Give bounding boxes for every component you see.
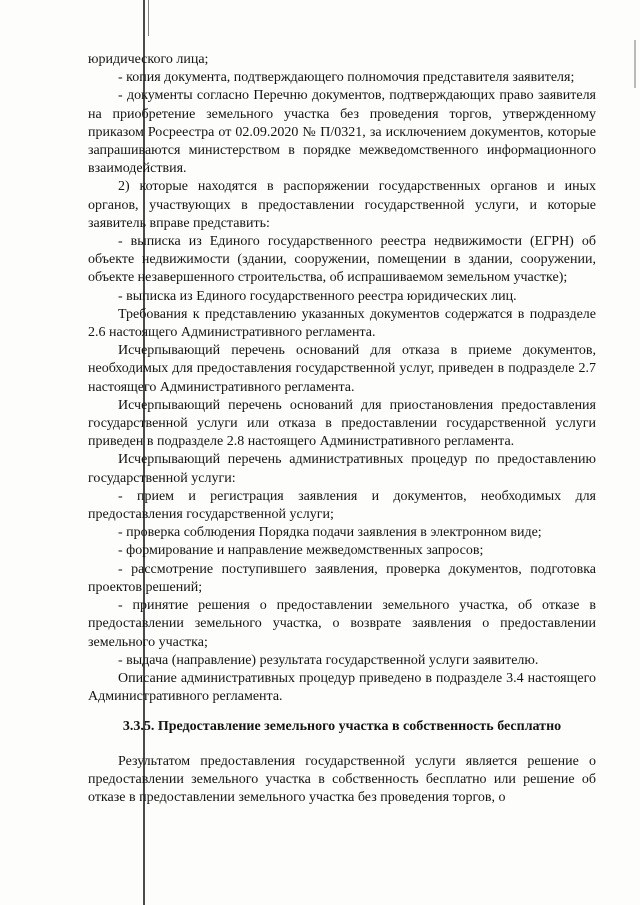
paragraph: Результатом предоставления государственной услуги является решение о предоставлении земельного участка в собственность бесплатно или решение об отказе в предоставлении земельного участка без проведения торгов, о xyxy=(88,753,596,805)
paragraph: Исчерпывающий перечень административных процедур по предоставлению государственной услуги: xyxy=(88,452,596,486)
paragraph: - документы согласно Перечню документов, подтверждающих право заявителя на приобретение земельного участка без проведения торгов, утвержденному приказом Росреестра от 02.09.2020 № П/0321, за исключением документов, которые запрашиваются министерством в порядке межведомственного информационного взаимодействия. xyxy=(88,88,596,177)
paragraph: - прием и регистрация заявления и документов, необходимых для предоставления государственной услуги; xyxy=(88,488,596,523)
paragraph: Требования к представлению указанных документов содержатся в подразделе 2.6 настоящего Административного регламента. xyxy=(88,306,596,341)
section-heading: 3.3.5. Предоставление земельного участка в собственность бесплатно xyxy=(122,719,562,735)
paragraph: - принятие решения о предоставлении земельного участка, об отказе в предоставлении земельного участка, о возврате заявления о предоставлении земельного участка; xyxy=(88,598,596,650)
paragraph: Исчерпывающий перечень оснований для приостановления предоставления государственной услуги или отказа в предоставлении государственной услуги приведен в подразделе 2.8 настоящего Административного регламента. xyxy=(88,397,596,450)
paragraph: 2) которые находятся в распоряжении государственных органов и иных органов, участвующих в предоставлении государственной услуги, и которые заявитель вправе представить: xyxy=(88,179,596,231)
paragraph: юридического лица; xyxy=(88,52,209,67)
paragraph: - формирование и направление межведомственных запросов; xyxy=(118,543,484,559)
paragraph: - копия документа, подтверждающего полномочия представителя заявителя; xyxy=(118,70,575,86)
scan-artifact-edge xyxy=(634,40,636,88)
paragraph: - выдача (направление) результата государственной услуги заявителю. xyxy=(118,652,539,668)
scan-artifact-line-top xyxy=(148,0,149,36)
paragraph: Описание административных процедур приведено в подразделе 3.4 настоящего Административного регламента. xyxy=(88,670,596,705)
paragraph: Исчерпывающий перечень оснований для отказа в приеме документов, необходимых для предоставления государственной услуг, приведен в подразделе 2.7 настоящего Административного регламента. xyxy=(88,343,596,395)
paragraph: - проверка соблюдения Порядка подачи заявления в электронном виде; xyxy=(118,525,542,541)
paragraph: - выписка из Единого государственного реестра недвижимости (ЕГРН) об объекте недвижимости (здании, сооружении, помещении в здании, сооружении, объекте незавершенного строительства, об испрашиваемом земельном участке); xyxy=(88,234,596,286)
document-body xyxy=(88,51,596,807)
paragraph: - выписка из Единого государственного реестра юридических лиц. xyxy=(118,288,517,304)
paragraph: - рассмотрение поступившего заявления, проверка документов, подготовка проектов решений; xyxy=(88,561,596,595)
